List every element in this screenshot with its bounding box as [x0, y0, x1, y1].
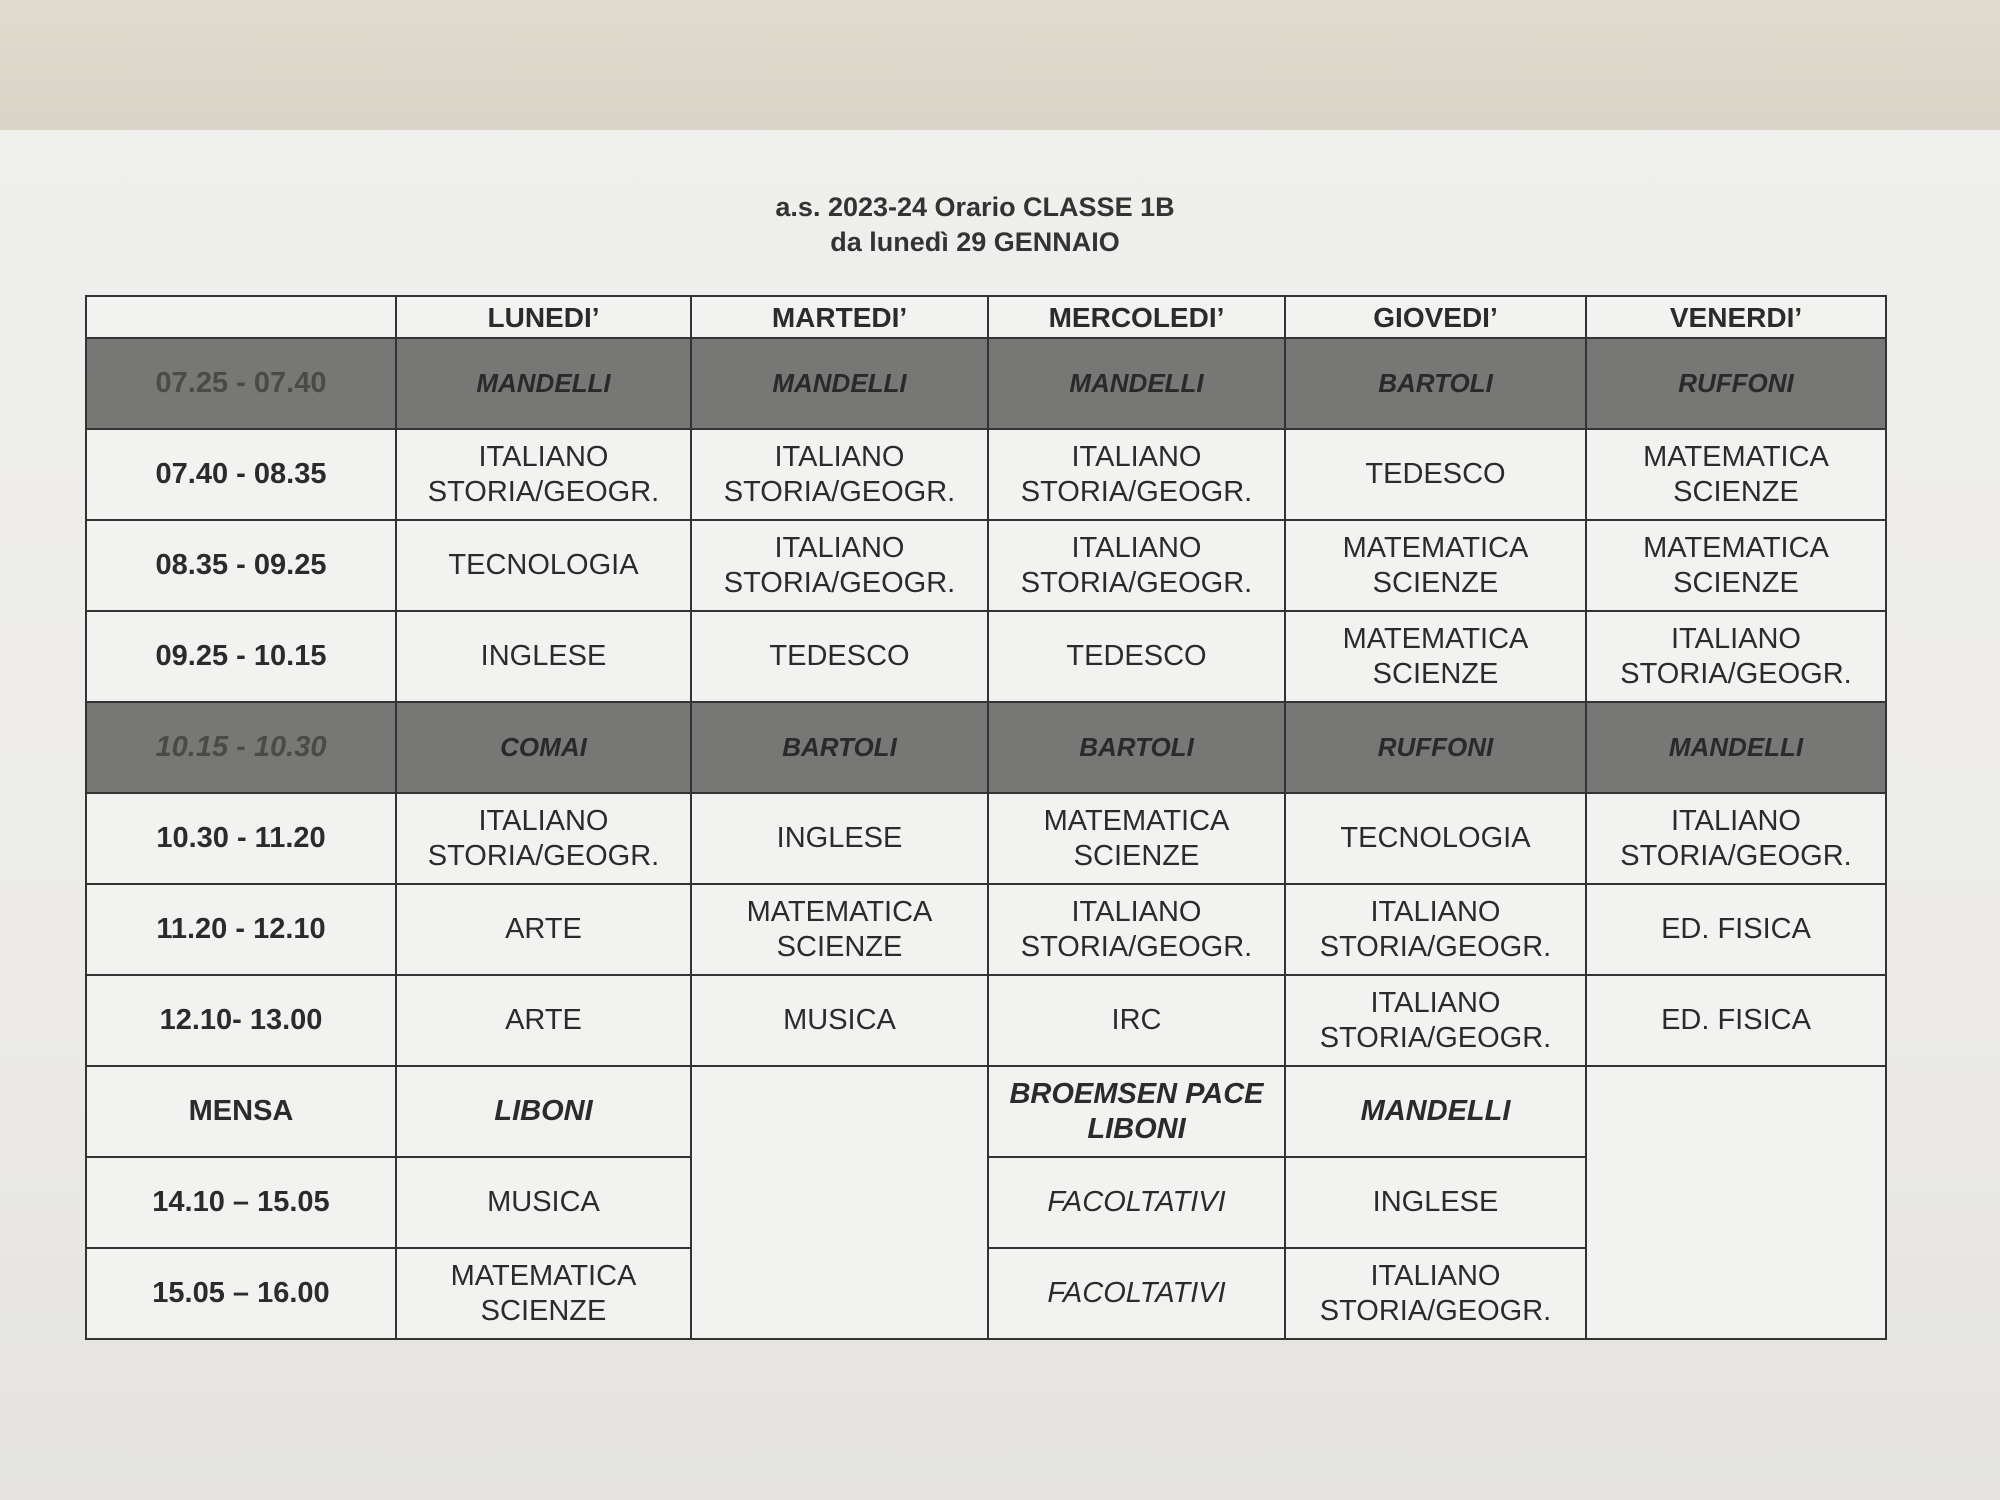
time-cell: 08.35 - 09.25	[86, 520, 396, 611]
subject-cell: ITALIANO STORIA/GEOGR.	[988, 884, 1285, 975]
document-title	[0, 190, 1950, 260]
subject-cell: ITALIANO STORIA/GEOGR.	[396, 793, 691, 884]
subject-cell: IRC	[988, 975, 1285, 1066]
table-row	[86, 429, 1886, 520]
day-header: MERCOLEDI’	[988, 296, 1285, 338]
teacher-cell: MANDELLI	[1586, 702, 1886, 793]
time-cell: 11.20 - 12.10	[86, 884, 396, 975]
table-row	[86, 884, 1886, 975]
subject-cell: ITALIANO STORIA/GEOGR.	[1586, 793, 1886, 884]
teacher-cell: RUFFONI	[1285, 702, 1586, 793]
time-cell: 07.40 - 08.35	[86, 429, 396, 520]
subject-cell: ITALIANO STORIA/GEOGR.	[988, 520, 1285, 611]
teacher-cell: BARTOLI	[988, 702, 1285, 793]
subject-cell: ITALIANO STORIA/GEOGR.	[396, 429, 691, 520]
subject-cell: TEDESCO	[988, 611, 1285, 702]
subject-cell: ARTE	[396, 975, 691, 1066]
table-row	[86, 793, 1886, 884]
day-header: GIOVEDI’	[1285, 296, 1586, 338]
title-line-1: a.s. 2023-24 Orario CLASSE 1B	[775, 192, 1175, 222]
table-row	[86, 520, 1886, 611]
time-cell: 07.25 - 07.40	[86, 338, 396, 429]
subject-cell: ITALIANO STORIA/GEOGR.	[691, 429, 988, 520]
teacher-cell: LIBONI	[396, 1066, 691, 1157]
subject-cell: ITALIANO STORIA/GEOGR.	[691, 520, 988, 611]
subject-cell: ITALIANO STORIA/GEOGR.	[1285, 1248, 1586, 1339]
empty-cell	[1586, 1066, 1886, 1339]
subject-cell: INGLESE	[691, 793, 988, 884]
subject-cell: MUSICA	[396, 1157, 691, 1248]
subject-cell: MATEMATICA SCIENZE	[691, 884, 988, 975]
teacher-cell: MANDELLI	[988, 338, 1285, 429]
background-wall	[0, 0, 2000, 140]
subject-cell: ITALIANO STORIA/GEOGR.	[988, 429, 1285, 520]
subject-cell: MATEMATICA SCIENZE	[396, 1248, 691, 1339]
paper-sheet	[0, 130, 2000, 1500]
subject-cell: FACOLTATIVI	[988, 1248, 1285, 1339]
teacher-cell: BARTOLI	[691, 702, 988, 793]
teacher-cell: BROEMSEN PACE LIBONI	[988, 1066, 1285, 1157]
subject-cell: ITALIANO STORIA/GEOGR.	[1586, 611, 1886, 702]
subject-cell: ED. FISICA	[1586, 884, 1886, 975]
time-cell: 12.10- 13.00	[86, 975, 396, 1066]
table-row	[86, 975, 1886, 1066]
subject-cell: ED. FISICA	[1586, 975, 1886, 1066]
time-cell: 15.05 – 16.00	[86, 1248, 396, 1339]
subject-cell: TEDESCO	[1285, 429, 1586, 520]
subject-cell: MUSICA	[691, 975, 988, 1066]
time-cell: 14.10 – 15.05	[86, 1157, 396, 1248]
corner-cell	[86, 296, 396, 338]
time-cell: 09.25 - 10.15	[86, 611, 396, 702]
empty-cell	[691, 1066, 988, 1339]
time-cell: 10.30 - 11.20	[86, 793, 396, 884]
subject-cell: ITALIANO STORIA/GEOGR.	[1285, 975, 1586, 1066]
subject-cell: TECNOLOGIA	[1285, 793, 1586, 884]
subject-cell: MATEMATICA SCIENZE	[1285, 520, 1586, 611]
day-header: MARTEDI’	[691, 296, 988, 338]
time-cell: 10.15 - 10.30	[86, 702, 396, 793]
title-line-2: da lunedì 29 GENNAIO	[830, 227, 1120, 257]
table-row	[86, 1066, 1886, 1157]
subject-cell: FACOLTATIVI	[988, 1157, 1285, 1248]
subject-cell: TEDESCO	[691, 611, 988, 702]
teacher-cell: BARTOLI	[1285, 338, 1586, 429]
subject-cell: MATEMATICA SCIENZE	[1285, 611, 1586, 702]
mensa-cell: MENSA	[86, 1066, 396, 1157]
subject-cell: INGLESE	[396, 611, 691, 702]
teacher-cell: RUFFONI	[1586, 338, 1886, 429]
subject-cell: MATEMATICA SCIENZE	[1586, 520, 1886, 611]
table-row	[86, 611, 1886, 702]
table-row	[86, 338, 1886, 429]
day-header: LUNEDI’	[396, 296, 691, 338]
teacher-cell: MANDELLI	[1285, 1066, 1586, 1157]
subject-cell: MATEMATICA SCIENZE	[988, 793, 1285, 884]
subject-cell: MATEMATICA SCIENZE	[1586, 429, 1886, 520]
subject-cell: TECNOLOGIA	[396, 520, 691, 611]
subject-cell: ITALIANO STORIA/GEOGR.	[1285, 884, 1586, 975]
teacher-cell: MANDELLI	[691, 338, 988, 429]
schedule-table	[85, 295, 1887, 1340]
day-header: VENERDI’	[1586, 296, 1886, 338]
subject-cell: INGLESE	[1285, 1157, 1586, 1248]
table-row	[86, 702, 1886, 793]
teacher-cell: COMAI	[396, 702, 691, 793]
teacher-cell: MANDELLI	[396, 338, 691, 429]
subject-cell: ARTE	[396, 884, 691, 975]
header-row	[86, 296, 1886, 338]
